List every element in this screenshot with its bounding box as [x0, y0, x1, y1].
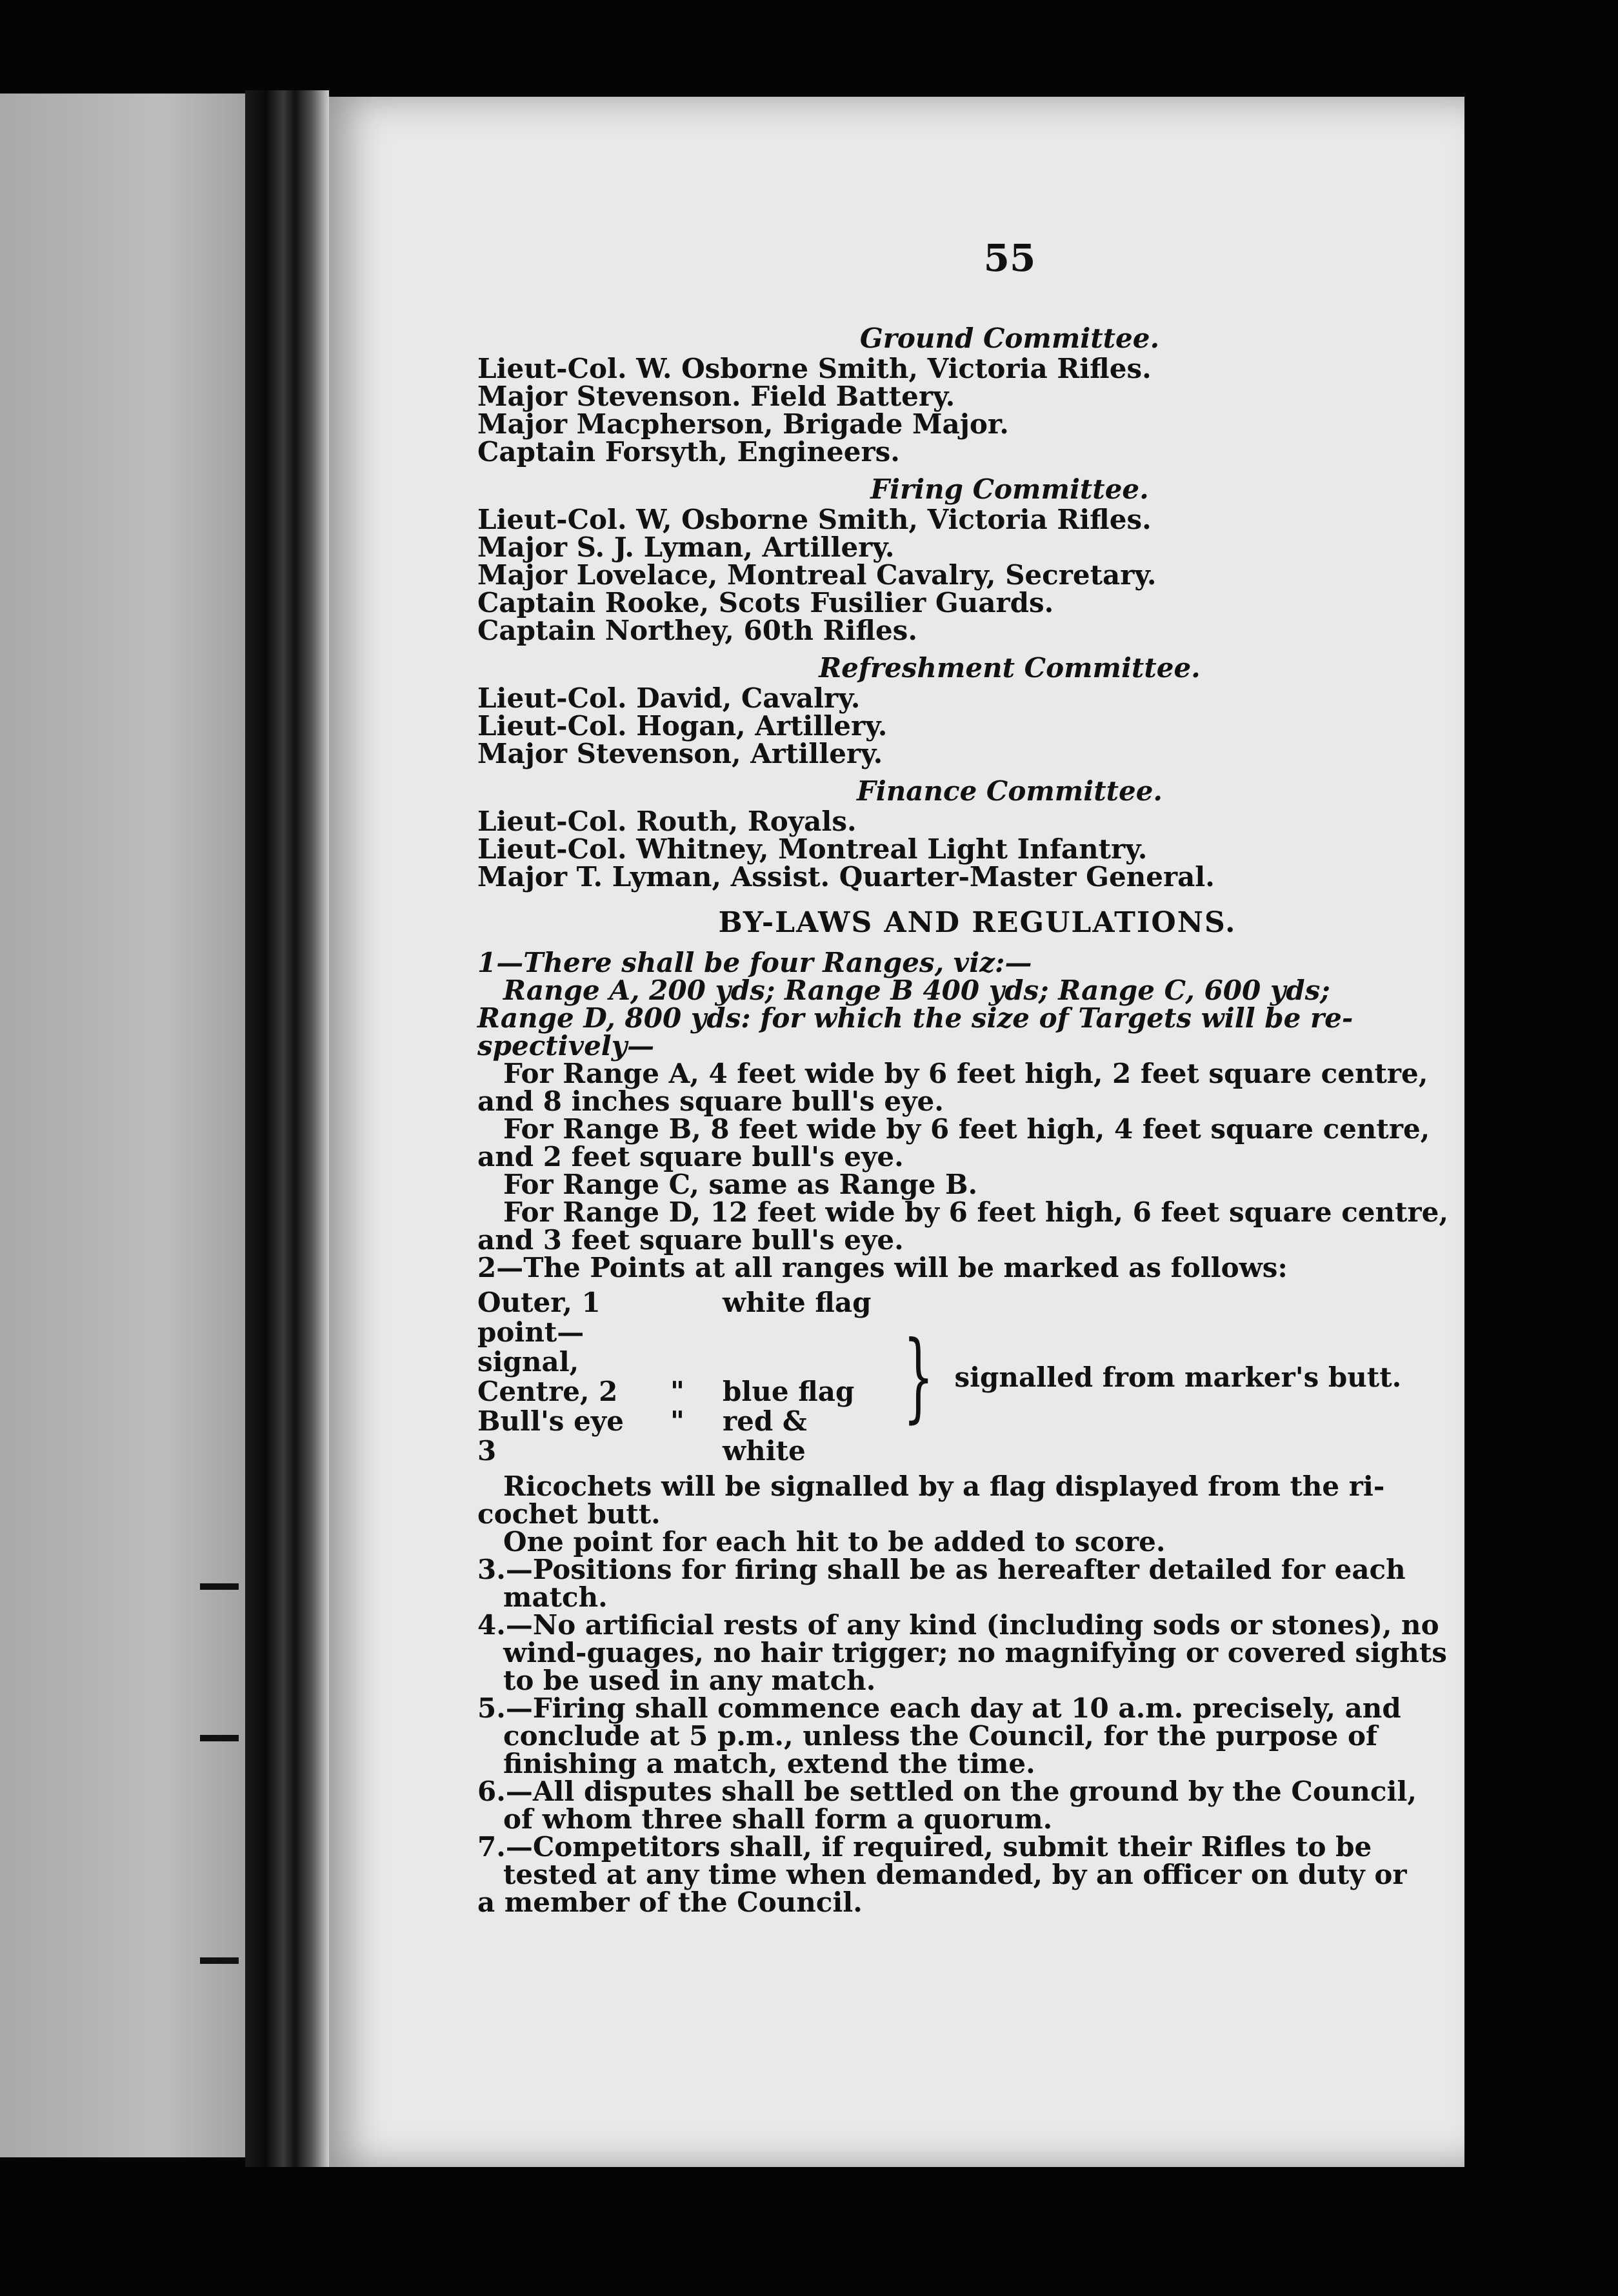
section-heading: Firing Committee. — [870, 473, 1149, 505]
rule-line: 5.—Firing shall commence each day at 10 a.m. precisely, and — [477, 1692, 1401, 1724]
page-number: 55 — [983, 236, 1036, 280]
section-heading: Finance Committee. — [856, 775, 1163, 807]
binding-stitch — [200, 1957, 239, 1964]
member-line: Lieut-Col. Hogan, Artillery. — [477, 710, 888, 742]
range-specs — [477, 1058, 1448, 1256]
member-line: Major Stevenson. Field Battery. — [477, 381, 955, 412]
rule-line: of whom three shall form a quorum. — [503, 1803, 1053, 1835]
rule-1 — [477, 949, 1413, 1060]
rule-line: wind-guages, no hair trigger; no magnifying or covered sights — [503, 1637, 1447, 1668]
rule-1-line: spectively— — [477, 1030, 655, 1062]
points-ditto: " — [670, 1405, 684, 1437]
range-line: and 2 feet square bull's eye. — [477, 1141, 904, 1173]
rule-1-head: 1—There shall be four Ranges, viz:— — [477, 947, 1032, 978]
member-line: Major Lovelace, Montreal Cavalry, Secretary. — [477, 559, 1157, 591]
points-ditto — [632, 1288, 723, 1377]
member-line: Lieut-Col. W. Osborne Smith, Victoria Rifles. — [477, 353, 1152, 384]
rule-4 — [477, 1609, 1447, 1696]
member-line: Major T. Lyman, Assist. Quarter-Master General. — [477, 861, 1215, 893]
range-line: and 8 inches square bull's eye. — [477, 1085, 944, 1117]
left-page-edge — [0, 94, 271, 2157]
points-signal: signalled from marker's butt. — [954, 1361, 1402, 1393]
section-heading: Ground Committee. — [859, 322, 1160, 354]
range-line: For Range C, same as Range B. — [503, 1169, 978, 1200]
points-table — [477, 1288, 1413, 1466]
binding-stitch — [200, 1583, 239, 1590]
section-ground — [477, 322, 1413, 466]
range-line: For Range D, 12 feet wide by 6 feet high, 6 feet square centre, — [503, 1196, 1448, 1228]
member-line: Captain Northey, 60th Rifles. — [477, 615, 917, 646]
member-line: Major S. J. Lyman, Artillery. — [477, 531, 895, 563]
points-score: Centre, 2 — [477, 1376, 618, 1407]
range-line: and 3 feet square bull's eye. — [477, 1224, 904, 1256]
rule-line: a member of the Council. — [477, 1886, 863, 1918]
points-rows — [477, 1288, 884, 1466]
points-flag: white flag — [723, 1287, 872, 1318]
rule-1-line: Range A, 200 yds; Range B 400 yds; Range C, 600 yds; — [503, 975, 1330, 1006]
rule-line: 7.—Competitors shall, if required, submit their Rifles to be — [477, 1831, 1372, 1863]
member-line: Major Macpherson, Brigade Major. — [477, 408, 1009, 440]
points-flag: red & white — [723, 1405, 807, 1467]
binding-stitch — [200, 1735, 239, 1741]
section-heading: Refreshment Committee. — [819, 652, 1201, 684]
rule-line: match. — [503, 1581, 608, 1613]
points-flag: blue flag — [723, 1376, 855, 1407]
rule-line: finishing a match, extend the time. — [503, 1748, 1035, 1779]
section-firing — [477, 473, 1413, 644]
range-line: For Range A, 4 feet wide by 6 feet high, 2 feet square centre, — [503, 1058, 1428, 1089]
member-line: Major Stevenson, Artillery. — [477, 738, 883, 769]
ricochet-note — [477, 1472, 1413, 1556]
points-score: Bull's eye 3 — [477, 1405, 624, 1467]
page-text — [477, 236, 1448, 1918]
points-score: Outer, 1 point—signal, — [477, 1287, 601, 1378]
rule-line: conclude at 5 p.m., unless the Council, for the purpose of — [503, 1720, 1378, 1752]
points-row — [477, 1407, 884, 1466]
note-line: Ricochets will be signalled by a flag displayed from the ri- — [503, 1470, 1385, 1502]
section-refreshment — [477, 652, 1413, 767]
points-ditto: " — [670, 1376, 684, 1407]
rule-line: 6.—All disputes shall be settled on the ground by the Council, — [477, 1776, 1417, 1807]
rule-2: 2—The Points at all ranges will be marked as follows: — [477, 1252, 1288, 1283]
note-line: One point for each hit to be added to score. — [503, 1526, 1166, 1558]
range-line: For Range B, 8 feet wide by 6 feet high, 4 feet square centre, — [503, 1113, 1430, 1145]
rule-7 — [477, 1833, 1413, 1916]
member-line: Captain Forsyth, Engineers. — [477, 436, 900, 468]
member-line: Lieut-Col. Routh, Royals. — [477, 806, 857, 837]
member-line: Lieut-Col. David, Cavalry. — [477, 682, 861, 714]
rule-line: tested at any time when demanded, by an officer on duty or — [503, 1859, 1407, 1890]
note-line: cochet butt. — [477, 1498, 661, 1530]
rule-line: to be used in any match. — [503, 1665, 876, 1696]
member-line: Captain Rooke, Scots Fusilier Guards. — [477, 587, 1054, 619]
points-row — [477, 1377, 884, 1407]
member-line: Lieut-Col. Whitney, Montreal Light Infantry. — [477, 833, 1148, 865]
rule-6 — [477, 1776, 1417, 1835]
rule-5 — [477, 1694, 1413, 1777]
brace-glyph: } — [903, 1321, 934, 1433]
rule-3 — [477, 1556, 1413, 1611]
member-line: Lieut-Col. W, Osborne Smith, Victoria Rifles. — [477, 504, 1152, 535]
bylaws-title: BY-LAWS AND REGULATIONS. — [718, 906, 1237, 939]
points-row — [477, 1288, 884, 1377]
rule-1-line: Range D, 800 yds: for which the size of Targets will be re- — [477, 1002, 1353, 1034]
section-finance — [477, 775, 1413, 891]
rule-line: 4.—No artificial rests of any kind (including sods or stones), no — [477, 1609, 1439, 1641]
book-spine — [245, 90, 329, 2167]
rule-line: 3.—Positions for firing shall be as hereafter detailed for each — [477, 1554, 1406, 1585]
